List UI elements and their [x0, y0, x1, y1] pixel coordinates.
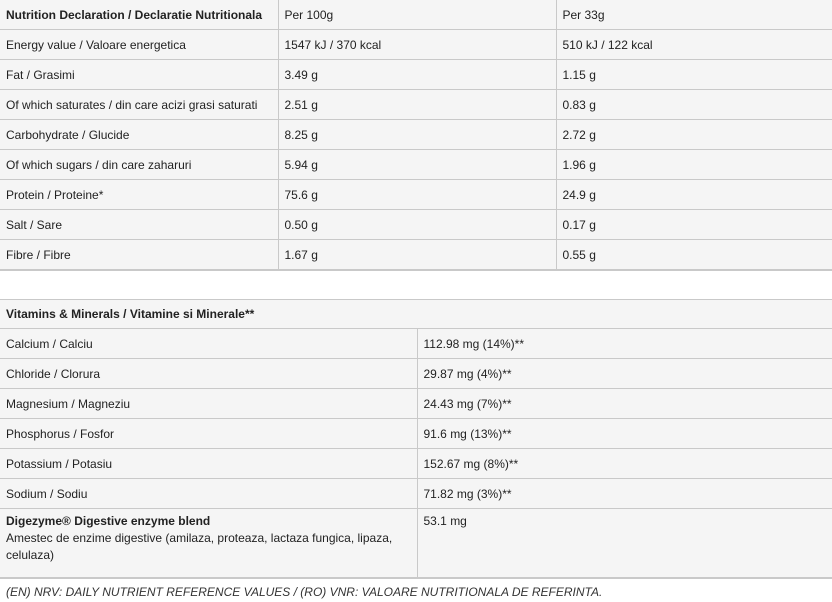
table-row — [0, 150, 832, 180]
table-row — [0, 419, 832, 449]
nutrient-per33: 510 kJ / 122 kcal — [556, 30, 832, 60]
nutrient-per33: 1.96 g — [556, 150, 832, 180]
enzyme-title: Digezyme® Digestive enzyme blend — [6, 514, 211, 528]
mineral-value: 112.98 mg (14%)** — [417, 329, 832, 359]
nutrient-per100: 75.6 g — [278, 180, 556, 210]
table-row — [0, 210, 832, 240]
nutrient-per33: 2.72 g — [556, 120, 832, 150]
mineral-value: 152.67 mg (8%)** — [417, 449, 832, 479]
nutrient-per33: 0.55 g — [556, 240, 832, 270]
nutrient-name: Energy value / Valoare energetica — [0, 30, 278, 60]
mineral-value: 29.87 mg (4%)** — [417, 359, 832, 389]
table-row — [0, 60, 832, 90]
nutrient-per33: 0.17 g — [556, 210, 832, 240]
table-row — [0, 329, 832, 359]
table-row — [0, 180, 832, 210]
nutrition-header-per100: Per 100g — [278, 0, 556, 30]
nutrition-table — [0, 0, 832, 270]
table-row — [0, 359, 832, 389]
mineral-name: Potassium / Potasiu — [0, 449, 417, 479]
nutrient-per100: 3.49 g — [278, 60, 556, 90]
enzyme-value: 53.1 mg — [417, 509, 832, 578]
nutrient-name: Salt / Sare — [0, 210, 278, 240]
table-row — [0, 449, 832, 479]
mineral-name: Chloride / Clorura — [0, 359, 417, 389]
nutrient-name: Of which sugars / din care zaharuri — [0, 150, 278, 180]
table-spacer — [0, 270, 832, 299]
table-row — [0, 30, 832, 60]
nutrient-name: Fat / Grasimi — [0, 60, 278, 90]
mineral-value: 91.6 mg (13%)** — [417, 419, 832, 449]
nutrient-name: Carbohydrate / Glucide — [0, 120, 278, 150]
table-row — [0, 90, 832, 120]
nutrient-per100: 0.50 g — [278, 210, 556, 240]
mineral-name: Magnesium / Magneziu — [0, 389, 417, 419]
enzyme-cell — [0, 509, 417, 578]
nutrient-per100: 5.94 g — [278, 150, 556, 180]
vitamins-header: Vitamins & Minerals / Vitamine si Minerale** — [0, 300, 832, 329]
table-row — [0, 389, 832, 419]
nutrition-header-label: Nutrition Declaration / Declaratie Nutritionala — [0, 0, 278, 30]
nutrient-per33: 1.15 g — [556, 60, 832, 90]
vitamins-header-row — [0, 300, 832, 329]
vitamins-table — [0, 299, 832, 578]
nutrition-header-per33: Per 33g — [556, 0, 832, 30]
nutrient-name: Protein / Proteine* — [0, 180, 278, 210]
nutrient-per33: 24.9 g — [556, 180, 832, 210]
mineral-name: Calcium / Calciu — [0, 329, 417, 359]
table-row — [0, 479, 832, 509]
mineral-value: 24.43 mg (7%)** — [417, 389, 832, 419]
mineral-name: Sodium / Sodiu — [0, 479, 417, 509]
nutrient-per33: 0.83 g — [556, 90, 832, 120]
mineral-value: 71.82 mg (3%)** — [417, 479, 832, 509]
enzyme-row — [0, 509, 832, 578]
nutrition-header-row — [0, 0, 832, 30]
nrv-footnote: (EN) NRV: DAILY NUTRIENT REFERENCE VALUES / (RO) VNR: VALOARE NUTRITIONALA DE REFERINTA. — [0, 578, 832, 602]
mineral-name: Phosphorus / Fosfor — [0, 419, 417, 449]
nutrient-per100: 2.51 g — [278, 90, 556, 120]
nutrient-per100: 1547 kJ / 370 kcal — [278, 30, 556, 60]
table-row — [0, 120, 832, 150]
nutrient-per100: 1.67 g — [278, 240, 556, 270]
table-row — [0, 240, 832, 270]
nutrient-per100: 8.25 g — [278, 120, 556, 150]
nutrient-name: Of which saturates / din care acizi grasi saturati — [0, 90, 278, 120]
nutrient-name: Fibre / Fibre — [0, 240, 278, 270]
enzyme-description: Amestec de enzime digestive (amilaza, proteaza, lactaza fungica, lipaza, celulaza) — [6, 531, 393, 562]
